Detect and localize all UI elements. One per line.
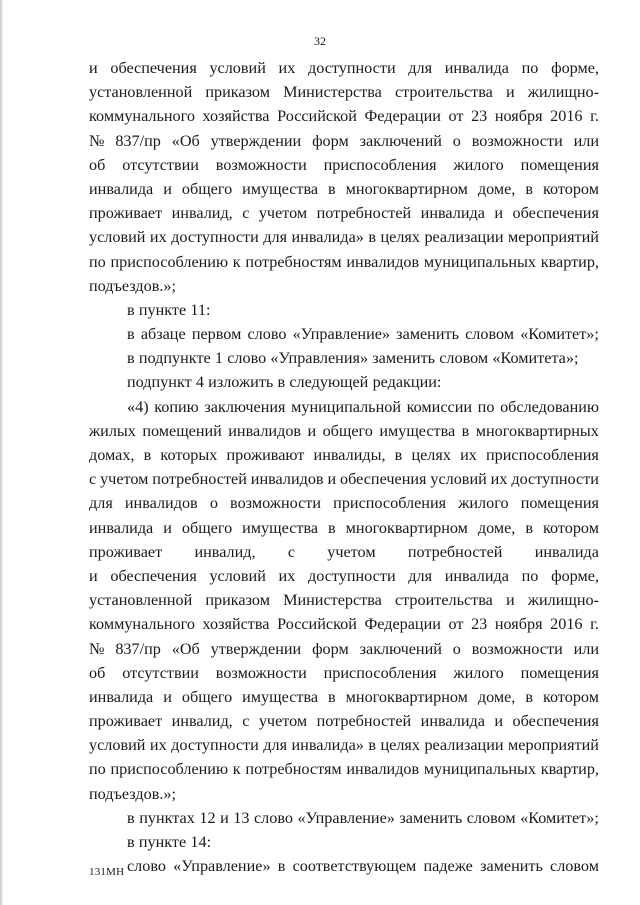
- text-line: установленной приказом Министерства строительства и жилищно-: [89, 83, 599, 102]
- text-line: условий их доступности для инвалида» в целях реализации мероприятий: [89, 736, 599, 755]
- text-line: инвалида и общего имущества в многоквартирном доме, в котором: [89, 687, 599, 706]
- text-line: для инвалидов о возможности приспособления жилого помещения: [89, 494, 599, 513]
- text-line: инвалида и общего имущества в многоквартирном доме, в котором: [89, 518, 599, 537]
- text-line: установленной приказом Министерства строительства и жилищно-: [89, 591, 599, 610]
- text-line: и обеспечения условий их доступности для инвалида по форме,: [89, 566, 599, 585]
- text-line: с учетом потребностей инвалидов и обеспечения условий их доступности: [89, 470, 599, 489]
- text-line: и обеспечения условий их доступности для инвалида по форме,: [89, 59, 599, 77]
- text-line: домах, в которых проживают инвалиды, в целях их приспособления: [89, 446, 599, 464]
- page-number: 32: [314, 34, 326, 48]
- text-line: в абзаце первом слово «Управление» заменить словом «Комитет»;: [127, 325, 599, 344]
- text-line: в подпункте 1 слово «Управления» заменить словом «Комитета»;: [127, 349, 579, 368]
- text-line: подпункт 4 изложить в следующей редакции:: [127, 373, 442, 392]
- text-line: по приспособлению к потребностям инвалидов муниципальных квартир,: [89, 252, 599, 271]
- text-line: № 837/пр «Об утверждении форм заключений о возможности или: [89, 639, 599, 658]
- document-body: [89, 56, 599, 878]
- text-line: № 837/пр «Об утверждении форм заключений о возможности или: [89, 131, 599, 150]
- text-line: проживает инвалид, с учетом потребностей инвалида и обеспечения: [89, 712, 599, 731]
- text-line: инвалида и общего имущества в многоквартирном доме, в котором: [89, 179, 599, 198]
- text-line: по приспособлению к потребностям инвалидов муниципальных квартир,: [89, 760, 599, 779]
- text-line: жилых помещений инвалидов и общего имущества в многоквартирных: [89, 421, 599, 440]
- scan-edge-shadow: [0, 0, 3, 905]
- text-line: подъездов.»;: [89, 276, 176, 295]
- text-line: коммунального хозяйства Российской Федерации от 23 ноября 2016 г.: [89, 615, 599, 634]
- text-line: в пункте 11:: [127, 300, 211, 319]
- text-line: проживает инвалид, с учетом потребностей инвалида: [89, 542, 599, 561]
- text-line: коммунального хозяйства Российской Федерации от 23 ноября 2016 г.: [89, 107, 599, 126]
- text-line: об отсутствии возможности приспособления жилого помещения: [89, 663, 599, 682]
- text-line: условий их доступности для инвалида» в целях реализации мероприятий: [89, 228, 599, 247]
- text-line: об отсутствии возможности приспособления жилого помещения: [89, 155, 599, 174]
- text-line: слово «Управление» в соответствующем падеже заменить словом: [127, 857, 599, 876]
- text-line: в пункте 14:: [127, 833, 212, 851]
- text-line: «4) копию заключения муниципальной комиссии по обследованию: [127, 397, 599, 416]
- text-line: проживает инвалид, с учетом потребностей инвалида и обеспечения: [89, 204, 599, 223]
- text-line: в пунктах 12 и 13 слово «Управление» заменить словом «Комитет»;: [127, 808, 599, 827]
- text-line: подъездов.»;: [89, 784, 176, 803]
- document-code: 131МН: [89, 866, 125, 878]
